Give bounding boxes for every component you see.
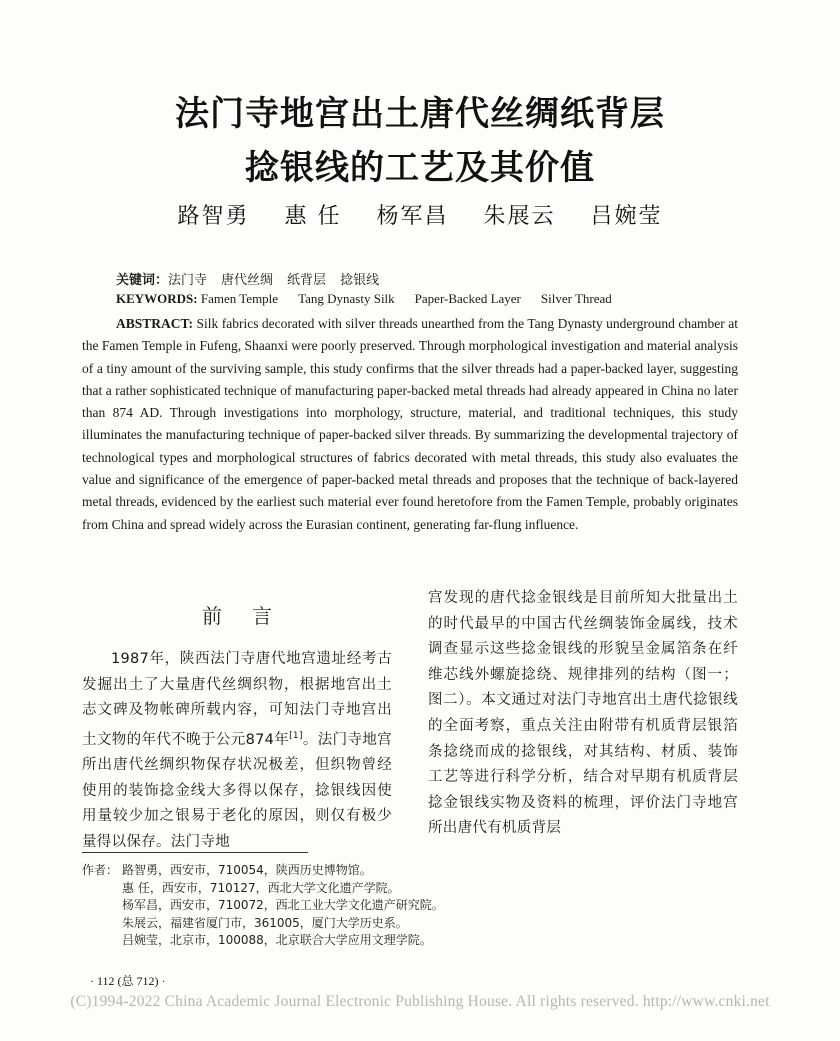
- keyword: Silver Thread: [540, 291, 612, 306]
- author-name: 惠 任: [284, 204, 342, 229]
- keyword: Famen Temple: [200, 291, 279, 306]
- page-number: · 112 (总 712) ·: [90, 974, 166, 988]
- body-paragraph: [82, 647, 392, 856]
- author-list: [0, 199, 840, 230]
- keywords-english: [116, 291, 632, 307]
- abstract-label: ABSTRACT:: [116, 316, 194, 331]
- keyword: 唐代丝绸: [221, 273, 274, 288]
- body-column-left: [82, 600, 392, 856]
- body-text: 。法门寺地宫所出唐代丝绸织物保存状况极差，但织物曾经使用的装饰捻金线大多得以保存，捻银线因使用量较少加之银易于老化的原因，则仅有极少量得以保存。法门寺地: [82, 731, 392, 850]
- body-column-right: [428, 586, 738, 842]
- footnote-row: 吕婉莹，北京市，100088，北京联合大学应用文理学院。: [122, 933, 432, 947]
- body-paragraph: 宫发现的唐代捻金银线是目前所知大批量出土的时代最早的中国古代丝绸装饰金属线，技术调查显示这些捻金银线的形貌呈金属箔条在纤维芯线外螺旋捻绕、规律排列的结构（图一；图二）。本文通过对法门寺地宫出土唐代捻银线的全面考察，重点关注由附带有机质背层银箔条捻绕而成的捻银线，对其结构、材质、装饰工艺等进行科学分析，结合对早期有机质背层捻金银线实物及资料的梳理，评价法门寺地宫所出唐代有机质背层: [428, 590, 738, 837]
- keyword: 捻银线: [340, 273, 380, 288]
- author-name: 朱展云: [483, 204, 556, 229]
- keyword: Tang Dynasty Silk: [298, 291, 395, 306]
- keyword: 纸背层: [287, 273, 327, 288]
- footnote-row: 惠 任，西安市，710127，西北大学文化遗产学院。: [122, 880, 400, 895]
- body-text: 1987年，陕西法门寺唐代地宫遗址经考古发掘出土了大量唐代丝绸织物，根据地宫出土志文碑及物帐碑所载内容，可知法门寺地宫出土文物的年代不晚于公元874年: [82, 651, 392, 748]
- author-name: 路智勇: [177, 204, 250, 229]
- footnote-label: 作者：: [82, 863, 119, 877]
- keyword: 法门寺: [168, 273, 208, 288]
- keywords-label-en: KEYWORDS:: [116, 291, 198, 306]
- footnote-divider: [82, 852, 308, 853]
- citation-ref[interactable]: [1]: [289, 730, 303, 741]
- author-name: 杨军昌: [376, 204, 449, 229]
- article-title-line-1: 法门寺地宫出土唐代丝绸纸背层: [175, 94, 665, 134]
- abstract: [82, 313, 738, 536]
- keywords-label-cn: 关键词：: [116, 273, 169, 288]
- abstract-text: Silk fabrics decorated with silver threads unearthed from the Tang Dynasty underground chamber at the Famen Temple in Fufeng, Shaanxi were poorly preserved. Through morphological investigation and material analysis of a tiny amount of the surviving sample, this study confirms that the silver threads had a paper-backed layer, suggesting that a rather sophisticated technique of manufacturing paper-backed metal threads had already appeared in China no later than 874 AD. Through investigations into morphology, structure, material, and traditional techniques, this study illuminates the manufacturing technique of paper-backed silver threads. By summarizing the developmental trajectory of technological types and morphological structures of fabrics decorated with metal threads, this study also evaluates the value and significance of the emergence of paper-backed metal threads and proposes that the technique of back-layered metal threads, evidenced by the earliest such material ever found heretofore from the Famen Temple, probably originates from China and spread widely across the Eurasian continent, generating far-flung influence.: [82, 316, 739, 532]
- footnote-row: 朱展云，福建省厦门市，361005，厦门大学历史系。: [122, 915, 408, 930]
- author-footnote: [82, 862, 444, 950]
- article-title-line-2: 捻银线的工艺及其价值: [245, 148, 595, 188]
- keyword: Paper-Backed Layer: [414, 291, 521, 306]
- footnote-row: 杨军昌，西安市，710072，西北工业大学文化遗产研究院。: [122, 898, 444, 912]
- author-name: 吕婉莹: [590, 204, 663, 229]
- footnote-row: 路智勇，西安市，710054，陕西历史博物馆。: [122, 863, 372, 877]
- keywords-chinese: [116, 269, 393, 288]
- section-heading: 前言: [202, 604, 302, 628]
- copyright-watermark: (C)1994-2022 China Academic Journal Electronic Publishing House. All rights reserved. http://www.cnki.net: [70, 993, 770, 1010]
